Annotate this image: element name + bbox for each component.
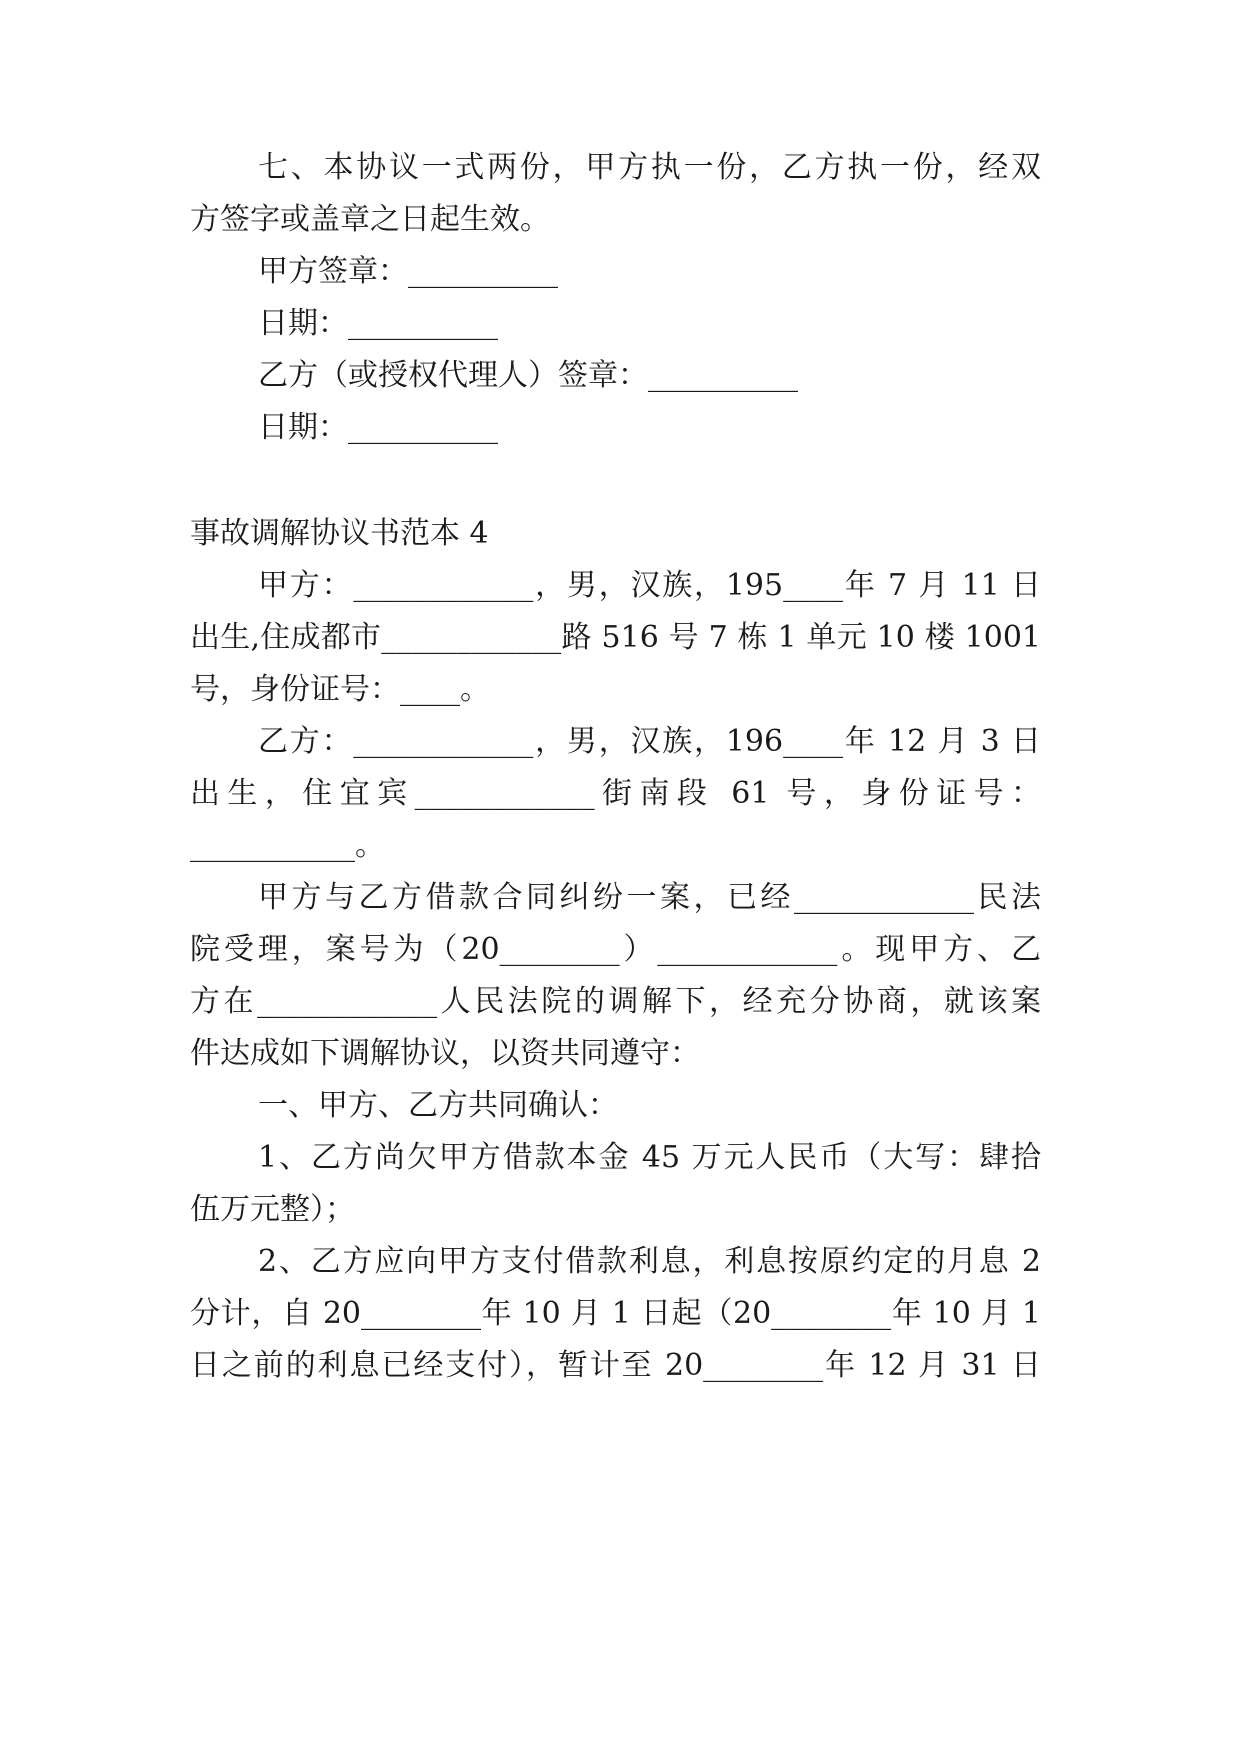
party-b-line-3: ___________。	[190, 828, 385, 863]
case-paragraph-line-1: 甲方与乙方借款合同纠纷一案，已经____________民法	[258, 880, 1041, 915]
party-a-signature-field: 甲方签章：__________	[258, 254, 558, 289]
date-field-2: 日期：__________	[258, 410, 498, 445]
date-field-1: 日期：__________	[258, 306, 498, 341]
party-a-line-2: 出生,住成都市____________路 516 号 7 栋 1 单元 10 楼 1001	[190, 620, 1041, 655]
section-title: 事故调解协议书范本 4	[190, 516, 489, 551]
clause-7-line-2: 方签字或盖章之日起生效。	[190, 202, 550, 237]
party-a-line-1: 甲方：____________，男，汉族，195____年 7 月 11 日	[258, 568, 1041, 603]
party-a-line-3: 号，身份证号：____。	[190, 672, 490, 707]
item-1-line-1: 1、乙方尚欠甲方借款本金 45 万元人民币（大写：肆拾	[258, 1140, 1041, 1175]
item-2-line-3: 日之前的利息已经支付），暂计至 20________年 12 月 31 日	[190, 1348, 1041, 1383]
item-2-line-2: 分计，自 20________年 10 月 1 日起（20________年 10 月 1	[190, 1296, 1041, 1331]
item-one-heading: 一、甲方、乙方共同确认：	[258, 1088, 618, 1123]
case-paragraph-line-3: 方在____________人民法院的调解下，经充分协商，就该案	[190, 984, 1041, 1019]
party-b-line-1: 乙方：____________，男，汉族，196____年 12 月 3 日	[258, 724, 1041, 759]
party-b-line-2: 出生，住宜宾____________街南段 61 号，身份证号：	[190, 776, 1041, 811]
case-paragraph-line-2: 院受理，案号为（20________）____________。现甲方、乙	[190, 932, 1041, 967]
party-b-signature-field: 乙方（或授权代理人）签章：__________	[258, 358, 798, 393]
item-1-line-2: 伍万元整）；	[190, 1192, 355, 1227]
case-paragraph-line-4: 件达成如下调解协议，以资共同遵守：	[190, 1036, 700, 1071]
clause-7-line-1: 七、本协议一式两份，甲方执一份，乙方执一份，经双	[258, 150, 1041, 185]
item-2-line-1: 2、乙方应向甲方支付借款利息，利息按原约定的月息 2	[258, 1244, 1041, 1279]
